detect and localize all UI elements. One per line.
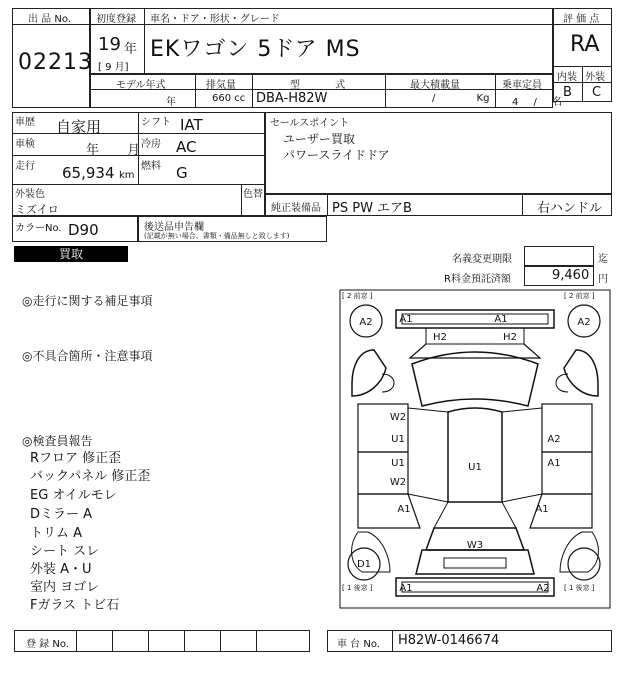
inspector-item: 室内 ヨゴレ	[30, 580, 100, 595]
interior-grade: B	[563, 85, 572, 100]
inspector-item: Fガラス トビ石	[30, 598, 120, 613]
mark-left-rear-door-a: U1	[391, 458, 405, 469]
divider	[553, 24, 612, 25]
inspection: 年 月	[86, 143, 141, 158]
car-name: EKワゴン 5ドア MS	[150, 37, 361, 62]
mark-headlamp-right: H2	[503, 332, 517, 343]
mark-headlamp-left: H2	[433, 332, 447, 343]
mark-front-left-wheel: A2	[359, 317, 373, 328]
inspector-item: 外装 A・U	[30, 562, 92, 577]
sales-point-1: ユーザー買取	[283, 132, 356, 146]
driving-notes-label: ◎走行に関する補足事項	[22, 294, 153, 308]
model-year-label: モデル年式	[116, 80, 166, 91]
mark-left-rear-door-b: W2	[389, 477, 407, 488]
mark-rear-left-wheel: D1	[356, 559, 372, 570]
model-year-unit: 年	[166, 97, 176, 108]
history: 自家用	[56, 118, 102, 136]
rear-right-tag: [ 1 後窓 ]	[564, 584, 595, 592]
equipment: PS PW エアB	[332, 201, 412, 216]
fuel-label: 燃料	[141, 161, 161, 172]
displacement: 660 cc	[212, 93, 246, 104]
shift-label: シフト	[141, 117, 171, 128]
recycle-unit: 円	[598, 274, 608, 285]
color-change-label: 色替	[243, 189, 263, 200]
car-name-label: 車名・ドア・形状・グレード	[150, 14, 280, 25]
mark-roof: U1	[468, 462, 482, 473]
ac-label: 冷房	[141, 139, 161, 150]
name-change-label: 名義変更期限	[452, 254, 512, 265]
type-label: 型 式	[290, 80, 346, 91]
inspector-label: ◎検査員報告	[22, 434, 93, 448]
divider	[184, 630, 185, 652]
defects-label: ◎不具合箇所・注意事項	[22, 349, 153, 363]
divider	[495, 74, 496, 108]
name-change-field	[524, 246, 594, 266]
car-damage-diagram	[338, 288, 612, 610]
divider	[195, 74, 196, 108]
inspector-item: バックパネル 修正歪	[30, 469, 151, 484]
divider	[12, 24, 90, 25]
ext-color: ミズイロ	[15, 203, 59, 216]
divider	[241, 184, 242, 216]
rating-value: RA	[570, 32, 600, 57]
rear-left-tag: [ 1 後窓 ]	[342, 584, 373, 592]
mark-left-front-door-b: U1	[391, 434, 405, 445]
mark-left-rear-fender: A1	[397, 504, 411, 515]
inspector-item: Dミラー A	[30, 507, 93, 522]
divider	[12, 184, 265, 185]
exterior-grade: C	[592, 85, 602, 100]
first-reg-month: [ 9 月]	[98, 62, 129, 73]
shift: IAT	[180, 116, 203, 134]
mark-right-rear-door: A1	[547, 458, 561, 469]
color-no-label: カラーNo.	[15, 223, 62, 234]
recycle-label: R料金預託済額	[444, 274, 511, 285]
first-reg-label: 初度登録	[96, 14, 136, 25]
mark-front-right-wheel: A2	[577, 317, 591, 328]
color-no: D90	[68, 221, 99, 239]
front-left-tag: [ 2 前窓 ]	[342, 292, 373, 300]
front-right-tag: [ 2 前窓 ]	[564, 292, 595, 300]
first-reg-year: 19	[98, 34, 121, 55]
ac: AC	[176, 138, 197, 156]
lot-label: 出 品 No.	[28, 14, 71, 25]
sales-point-2: パワースライドドア	[283, 148, 390, 162]
displacement-label: 排気量	[206, 80, 236, 91]
max-load: / Kg	[432, 93, 490, 104]
divider	[148, 630, 149, 652]
divider	[392, 630, 393, 652]
model-type: DBA-H82W	[256, 91, 328, 106]
recycle-amount: 9,460	[552, 268, 590, 283]
equipment-label: 純正装備品	[271, 203, 321, 214]
lot-number: 02213	[18, 50, 93, 75]
fuel: G	[176, 164, 188, 182]
steering: 右ハンドル	[537, 201, 603, 216]
year-unit: 年	[124, 42, 138, 57]
divider	[522, 194, 523, 216]
capacity: 4 / 名	[512, 97, 563, 108]
inspector-item: Rフロア 修正歪	[30, 451, 122, 466]
mileage-label: 走行	[15, 161, 35, 172]
ext-color-label: 外装色	[15, 189, 45, 200]
mark-front-bumper-right: A1	[494, 314, 508, 325]
max-load-label: 最大積載量	[410, 80, 460, 91]
mark-left-front-door-a: W2	[389, 412, 407, 423]
divider	[327, 194, 328, 216]
divider	[220, 630, 221, 652]
inspector-item: トリム A	[30, 526, 83, 541]
divider	[256, 630, 257, 652]
purchase-badge: 買取	[14, 246, 128, 262]
name-change-unit: 迄	[598, 254, 608, 265]
docs-note: (記載が無い場合、書類・備品無しと致します)	[144, 232, 290, 240]
inspector-item: シート スレ	[30, 544, 100, 559]
mark-front-bumper-left: A1	[399, 314, 413, 325]
inspector-item: EG オイルモレ	[30, 488, 117, 503]
divider	[582, 66, 583, 102]
divider	[385, 74, 386, 108]
mark-rear-glass: W3	[466, 540, 484, 551]
reg-no-label: 登 録 No.	[26, 639, 69, 650]
mark-right-front-door: A2	[547, 434, 561, 445]
rating-label: 評 価 点	[563, 14, 600, 25]
chassis-number: H82W-0146674	[398, 633, 500, 648]
mileage: 65,934	[62, 164, 115, 182]
mark-rear-bumper-left: A1	[399, 583, 413, 594]
divider	[112, 630, 113, 652]
docs-label: 後送品申告欄	[144, 222, 204, 233]
sales-points-label: セールスポイント	[270, 118, 350, 129]
history-label: 車歴	[15, 117, 35, 128]
mark-right-rear-fender: A1	[535, 504, 549, 515]
capacity-label: 乗車定員	[502, 80, 542, 91]
divider	[12, 133, 265, 134]
exterior-label: 外装	[585, 72, 605, 83]
inspection-label: 車検	[15, 139, 35, 150]
mileage-unit: km	[119, 170, 135, 181]
mark-rear-bumper-right: A2	[536, 583, 550, 594]
divider	[553, 82, 612, 83]
chassis-label: 車 台 No.	[337, 639, 380, 650]
divider	[144, 8, 145, 74]
interior-label: 内装	[557, 72, 577, 83]
divider	[252, 74, 253, 108]
divider	[76, 630, 77, 652]
